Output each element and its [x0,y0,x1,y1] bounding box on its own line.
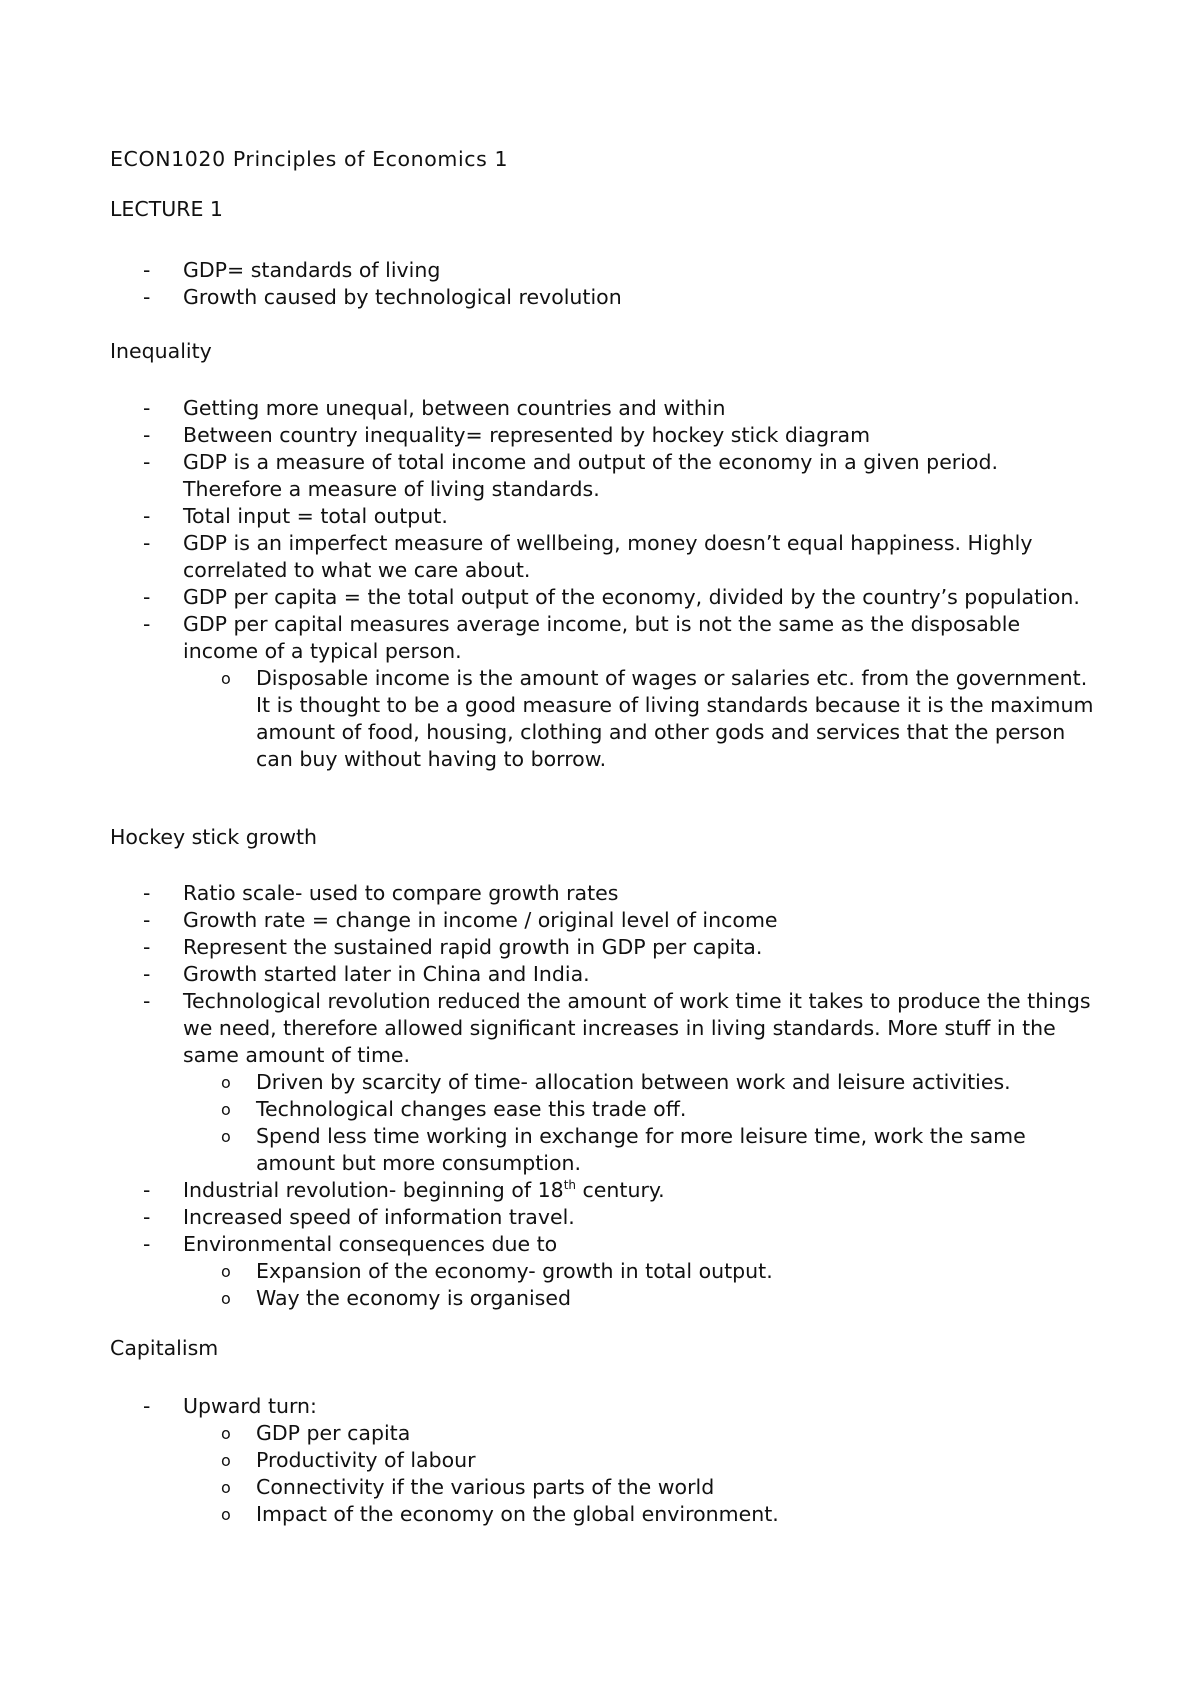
bullet-circle: o [221,1424,231,1443]
bullet-dash: - [143,423,151,447]
bullet-dash: - [143,585,151,609]
bullet-dash: - [143,1394,151,1418]
list-item: - Industrial revolution- beginning of 18th century. [143,1178,665,1202]
sub-list-item: o GDP per capita [221,1421,411,1445]
sub-list-item: o Disposable income is the amount of wages or salaries etc. from the government. It is thought to be a good measure of living standards because it is the maximum amount of food, housing, clothing and other gods and services that the person can buy without having to borrow. [221,666,1094,771]
bullet-dash: - [143,258,151,282]
sub-list-item: o Spend less time working in exchange for more leisure time, work the same amount but more consumption. [221,1124,1026,1175]
list-item: - GDP per capita = the total output of the economy, divided by the country’s population. [143,585,1080,609]
list-item: - GDP per capital measures average income, but is not the same as the disposable income of a typical person. o Disposable income is the amount of wages or salaries etc. from the government. It is thought to be a good measure of living standards because it is the maximum amount of food, housing, clothing and other gods and services that the person can buy without having to borrow. [0,611,1098,773]
list-item: - Getting more unequal, between countries and within [143,396,726,420]
hockey-list [0,880,1200,1312]
intro-list [0,257,1200,311]
bullet-dash: - [143,450,151,474]
bullet-dash: - [143,504,151,528]
section-heading-capitalism: Capitalism [110,1336,219,1360]
sub-list [183,665,1098,773]
list-item: - Environmental consequences due to o Expansion of the economy- growth in total output. o Way the economy is organised [0,1231,1098,1312]
list-item: - Represent the sustained rapid growth in GDP per capita. [143,935,763,959]
bullet-circle: o [221,1100,231,1119]
list-item: - GDP is a measure of total income and output of the economy in a given period. Therefore a measure of living standards. [143,450,999,501]
list-item: - Technological revolution reduced the amount of work time it takes to produce the things we need, therefore allowed significant increases in living standards. More stuff in the same amount of time. o Driven by scarcity of time- allocation between work and leisure activities. o Technological changes ease this trade off. o Spend less time working in exchange for more leisure time, work the same amount but more consumption. [0,988,1098,1177]
list-item: - Ratio scale- used to compare growth rates [143,881,619,905]
list-item: - Upward turn: o GDP per capita o Productivity of labour o Connectivity if the various parts of the world o Impact of the economy on the global environment. [0,1393,1098,1528]
document-title: ECON1020 Principles of Economics 1 [110,147,509,171]
bullet-dash: - [143,962,151,986]
bullet-dash: - [143,881,151,905]
capitalism-list [0,1393,1200,1528]
bullet-dash: - [143,1232,151,1256]
bullet-circle: o [221,669,231,688]
bullet-circle: o [221,1127,231,1146]
bullet-dash: - [143,935,151,959]
bullet-circle: o [221,1478,231,1497]
bullet-circle: o [221,1262,231,1281]
sub-list [183,1420,1098,1528]
list-item: - GDP= standards of living [143,258,441,282]
bullet-dash: - [143,612,151,636]
bullet-dash: - [143,1178,151,1202]
bullet-dash: - [143,396,151,420]
bullet-circle: o [221,1505,231,1524]
bullet-circle: o [221,1289,231,1308]
bullet-dash: - [143,285,151,309]
sub-list [183,1258,1098,1312]
bullet-circle: o [221,1451,231,1470]
list-item: - Between country inequality= represented by hockey stick diagram [143,423,871,447]
sub-list-item: o Technological changes ease this trade off. [221,1097,687,1121]
list-item: - Growth rate = change in income / original level of income [143,908,778,932]
sub-list-item: o Driven by scarcity of time- allocation between work and leisure activities. [221,1070,1011,1094]
list-item: - Total input = total output. [143,504,448,528]
section-heading-hockey-stick-growth: Hockey stick growth [110,825,318,849]
lecture-heading: LECTURE 1 [110,197,223,221]
bullet-dash: - [143,908,151,932]
bullet-dash: - [143,989,151,1013]
sub-list-item: o Impact of the economy on the global environment. [221,1502,779,1526]
sub-list-item: o Expansion of the economy- growth in total output. [221,1259,773,1283]
list-item: - Growth started later in China and India. [143,962,590,986]
list-item: - GDP is an imperfect measure of wellbeing, money doesn’t equal happiness. Highly correlated to what we care about. [143,531,1033,582]
bullet-circle: o [221,1073,231,1092]
sub-list-item: o Way the economy is organised [221,1286,571,1310]
section-heading-inequality: Inequality [110,339,212,363]
inequality-list [0,395,1200,773]
list-item: - Increased speed of information travel. [143,1205,575,1229]
bullet-dash: - [143,531,151,555]
bullet-dash: - [143,1205,151,1229]
sub-list-item: o Productivity of labour [221,1448,476,1472]
sub-list [183,1069,1098,1177]
list-item: - Growth caused by technological revolution [143,285,622,309]
sub-list-item: o Connectivity if the various parts of the world [221,1475,715,1499]
